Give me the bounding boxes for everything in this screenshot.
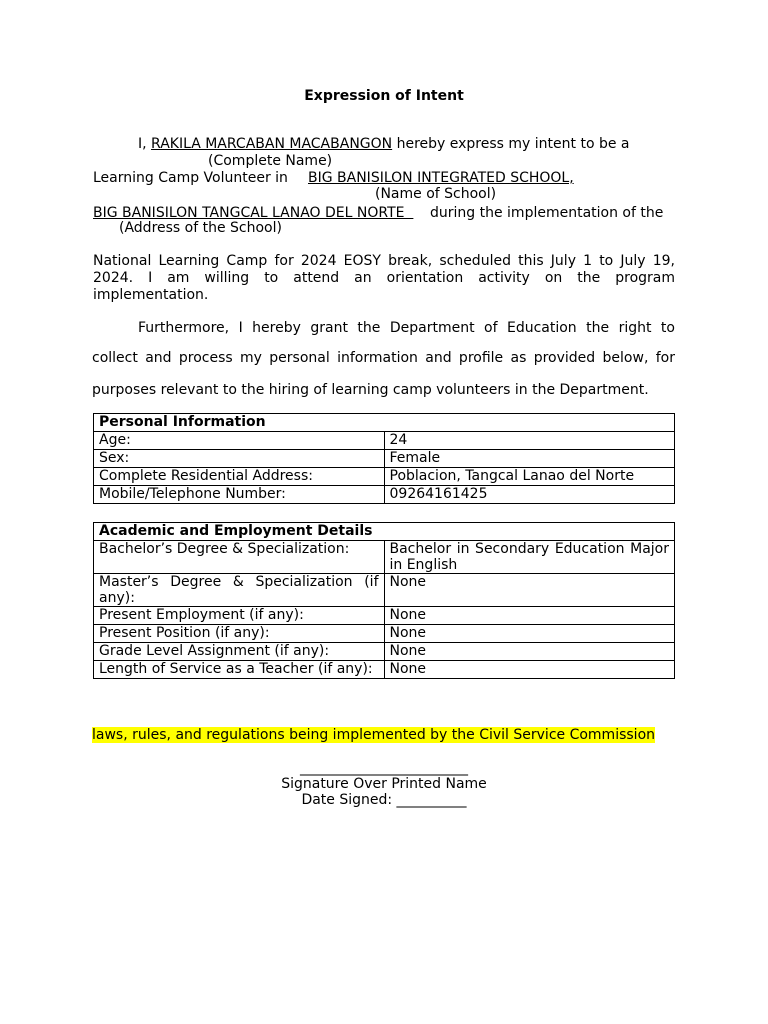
field-value: None bbox=[384, 643, 675, 661]
page-title: Expression of Intent bbox=[304, 88, 464, 104]
table-row bbox=[94, 574, 675, 607]
table-row bbox=[94, 607, 675, 625]
field-label: Age: bbox=[94, 432, 385, 450]
highlighted-text: laws, rules, and regulations being implemented by the Civil Service Commission bbox=[92, 727, 656, 743]
volunteer-prefix: Learning Camp Volunteer in bbox=[93, 170, 288, 186]
applicant-name: RAKILA MARCABAN MACABANGON bbox=[151, 136, 393, 152]
table-row bbox=[94, 468, 675, 486]
intent-line bbox=[138, 136, 629, 152]
school-caption: (Name of School) bbox=[375, 186, 497, 202]
paragraph-consent-line2: collect and process my personal information and profile as provided below, for bbox=[92, 350, 675, 366]
name-caption: (Complete Name) bbox=[208, 153, 333, 169]
table-row bbox=[94, 643, 675, 661]
field-value: None bbox=[384, 625, 675, 643]
field-label: Master’s Degree & Specialization (if any): bbox=[94, 574, 385, 607]
date-signed: Date Signed: __________ bbox=[301, 792, 467, 808]
field-label: Grade Level Assignment (if any): bbox=[94, 643, 385, 661]
signature-caption: Signature Over Printed Name bbox=[281, 776, 487, 792]
academic-table bbox=[93, 522, 675, 679]
highlighted-line bbox=[92, 727, 655, 743]
field-label: Sex: bbox=[94, 450, 385, 468]
personal-info-table bbox=[93, 413, 675, 504]
school-name: BIG BANISILON INTEGRATED SCHOOL, bbox=[308, 170, 574, 186]
intro-suffix: hereby express my intent to be a bbox=[392, 136, 630, 152]
field-label: Present Employment (if any): bbox=[94, 607, 385, 625]
field-label: Present Position (if any): bbox=[94, 625, 385, 643]
field-value: Bachelor in Secondary Education Major in English bbox=[384, 541, 675, 574]
table-row bbox=[94, 625, 675, 643]
table-row bbox=[94, 450, 675, 468]
paragraph-consent-line1: Furthermore, I hereby grant the Department of Education the right to bbox=[138, 320, 675, 336]
school-address: BIG BANISILON TANGCAL LANAO DEL NORTE bbox=[93, 205, 414, 221]
field-label: Bachelor’s Degree & Specialization: bbox=[94, 541, 385, 574]
field-label: Mobile/Telephone Number: bbox=[94, 486, 385, 504]
table-header-row bbox=[94, 523, 675, 541]
field-value: Female bbox=[384, 450, 675, 468]
paragraph-consent-line3: purposes relevant to the hiring of learning camp volunteers in the Department. bbox=[92, 382, 649, 398]
field-value: 24 bbox=[384, 432, 675, 450]
field-value: None bbox=[384, 607, 675, 625]
intro-prefix: I, bbox=[138, 136, 152, 152]
field-label: Length of Service as a Teacher (if any): bbox=[94, 661, 385, 679]
table-row bbox=[94, 432, 675, 450]
field-value: None bbox=[384, 661, 675, 679]
field-value: 09264161425 bbox=[384, 486, 675, 504]
address-suffix: during the implementation of the bbox=[430, 205, 664, 221]
academic-header: Academic and Employment Details bbox=[94, 523, 675, 541]
table-header-row bbox=[94, 414, 675, 432]
signature-line: ________________________ bbox=[300, 760, 468, 776]
paragraph-program: National Learning Camp for 2024 EOSY break, scheduled this July 1 to July 19, 2024. I am willing to attend an orientation activity on the program implementation. bbox=[93, 253, 675, 303]
field-value: None bbox=[384, 574, 675, 607]
personal-info-header: Personal Information bbox=[94, 414, 675, 432]
table-row bbox=[94, 661, 675, 679]
field-value: Poblacion, Tangcal Lanao del Norte bbox=[384, 468, 675, 486]
address-caption: (Address of the School) bbox=[119, 220, 282, 236]
table-row bbox=[94, 486, 675, 504]
field-label: Complete Residential Address: bbox=[94, 468, 385, 486]
table-row bbox=[94, 541, 675, 574]
